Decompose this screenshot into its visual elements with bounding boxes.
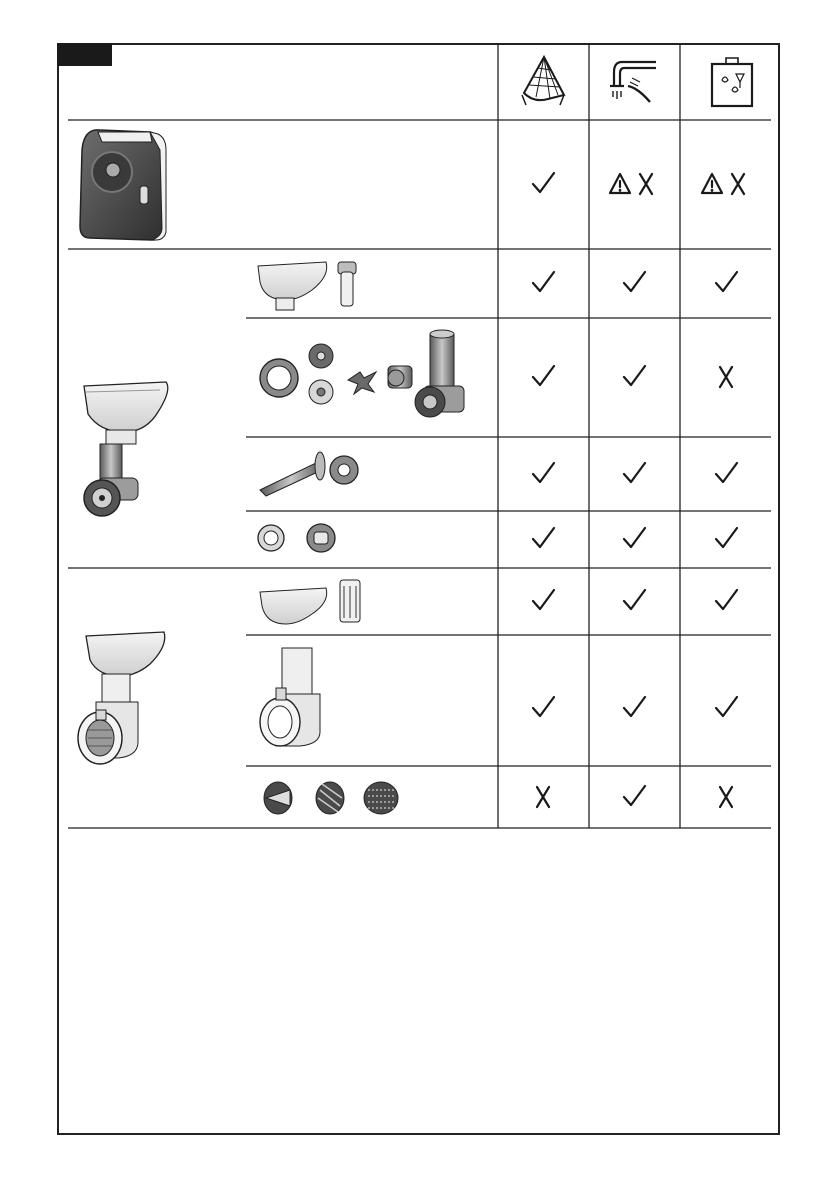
warning-cross-mark <box>702 174 744 194</box>
warning-cross-mark <box>610 174 652 194</box>
shredder-tray-and-pusher-illustration <box>260 580 360 624</box>
cross-mark <box>720 367 732 387</box>
check-mark <box>716 272 737 291</box>
motor-unit-illustration <box>80 130 166 240</box>
check-mark <box>533 272 554 291</box>
check-mark <box>533 697 554 716</box>
check-mark <box>624 463 645 482</box>
check-mark <box>533 173 554 192</box>
check-mark <box>624 590 645 609</box>
check-mark <box>716 528 737 547</box>
cross-mark <box>537 787 549 807</box>
food-tray-and-pusher-illustration <box>258 262 356 310</box>
check-mark <box>624 786 645 805</box>
check-mark <box>533 463 554 482</box>
check-mark <box>624 528 645 547</box>
mincer-assembly-illustration <box>84 382 168 516</box>
check-mark <box>716 697 737 716</box>
check-mark <box>716 463 737 482</box>
mincer-parts-illustration <box>260 330 464 417</box>
shredder-housing-illustration <box>260 648 320 746</box>
cross-mark <box>720 787 732 807</box>
check-mark <box>533 528 554 547</box>
running-water-icon <box>610 62 656 102</box>
dishwasher-icon <box>712 58 752 106</box>
check-mark <box>624 366 645 385</box>
shredder-drums-illustration <box>264 782 398 814</box>
table-grid <box>68 43 771 828</box>
cleaning-marks <box>533 173 744 807</box>
check-mark <box>624 697 645 716</box>
kebbe-attachment-illustration <box>258 524 335 552</box>
check-mark <box>533 590 554 609</box>
sausage-attachment-illustration <box>260 452 358 496</box>
shredder-assembly-illustration <box>78 632 165 764</box>
check-mark <box>533 366 554 385</box>
check-mark <box>624 272 645 291</box>
dishcloth-icon <box>522 57 564 105</box>
check-mark <box>716 590 737 609</box>
